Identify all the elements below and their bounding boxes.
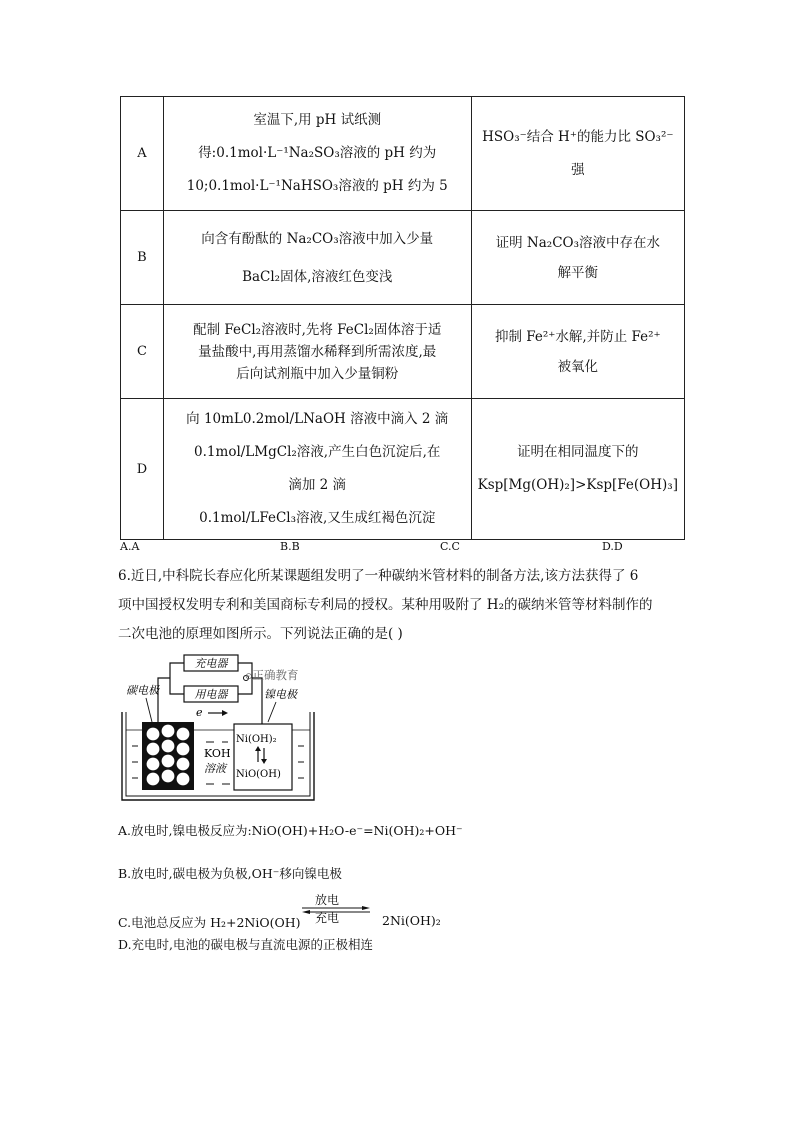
appliance-label: 用电器 [194,688,228,701]
purpose-cell [471,97,684,211]
choice-a[interactable]: A.A [120,540,140,553]
experiment-line: 得:0.1mol·L⁻¹Na₂SO₃溶液的 pH 约为 [198,145,437,161]
experiment-line: 向含有酚酞的 Na₂CO₃溶液中加入少量 [201,230,434,247]
niooh-label: NiO(OH) [236,769,281,780]
experiment-table [120,96,685,540]
purpose-line: 抑制 Fe²⁺水解,并防止 Fe²⁺ [494,328,661,345]
purpose-line: HSO₃⁻结合 H⁺的能力比 SO₃²⁻ [482,128,674,145]
experiment-line: 后向试剂瓶中加入少量铜粉 [236,365,399,382]
experiment-cell [163,305,471,399]
nioh2-label: Ni(OH)₂ [236,734,277,745]
electron-arrow-icon [222,710,228,716]
row-label: A [121,97,164,211]
purpose-line: 被氧化 [557,358,599,375]
experiment-line: 配制 FeCl₂溶液时,先将 FeCl₂固体溶于适 [193,321,442,338]
experiment-line: 向 10mL0.2mol/LNaOH 溶液中滴入 2 滴 [186,411,449,427]
koh-label: KOH [204,747,231,760]
experiment-cell [163,211,471,305]
table-row [121,399,685,540]
purpose-cell [471,399,684,540]
electron-label: e [196,706,203,719]
choice-b[interactable]: B.B [280,540,300,553]
purpose-line: 证明在相同温度下的 [517,444,639,460]
charge-label: 充电 [315,911,340,925]
question6-stem [118,562,688,649]
experiment-line: BaCl₂固体,溶液红色变浅 [242,268,393,285]
table-row [121,211,685,305]
row-label: B [121,211,164,305]
table-row [121,97,685,211]
purpose-line: 证明 Na₂CO₃溶液中存在水 [495,234,660,251]
purpose-line: 解平衡 [557,264,599,281]
purpose-cell [471,211,684,305]
watermark: ⊙正确教育 [245,668,299,682]
option-d[interactable]: D.充电时,电池的碳电极与直流电源的正极相连 [118,937,374,952]
purpose-line: Ksp[Mg(OH)₂]>Ksp[Fe(OH)₃] [477,477,678,493]
question5-choices [118,540,688,554]
experiment-line: 0.1mol/LMgCl₂溶液,产生白色沉淀后,在 [194,444,441,460]
option-b[interactable]: B.放电时,碳电极为负极,OH⁻移向镍电极 [118,866,342,881]
option-a[interactable]: A.放电时,镍电极反应为:NiO(OH)+H₂O-e⁻=Ni(OH)₂+OH⁻ [118,823,463,838]
charger-label: 充电器 [194,657,228,670]
watermark-icon: ⊙ [245,672,253,682]
experiment-line: 室温下,用 pH 试纸测 [253,112,382,128]
choice-c[interactable]: C.C [440,540,460,553]
discharge-label: 放电 [315,893,340,907]
experiment-line: 0.1mol/LFeCl₃溶液,又生成红褐色沉淀 [199,510,436,526]
stem-line: 项中国授权发明专利和美国商标专利局的授权。某种用吸附了 H₂的碳纳米管等材料制作的 [118,597,653,613]
option-c-left: C.电池总反应为 H₂+2NiO(OH) [118,915,301,930]
row-label: C [121,305,164,399]
stem-line: 6.近日,中科院长春应化所某课题组发明了一种碳纳米管材料的制备方法,该方法获得了 6 [118,568,639,584]
experiment-line: 滴加 2 滴 [288,477,347,493]
choice-d[interactable]: D.D [602,540,623,553]
table-row [121,305,685,399]
stem-line: 二次电池的原理如图所示。下列说法正确的是( ) [118,626,403,642]
solution-label: 溶液 [204,762,226,775]
row-label: D [121,399,164,540]
experiment-line: 10;0.1mol·L⁻¹NaHSO₃溶液的 pH 约为 5 [186,178,448,194]
nickel-electrode-label: 镍电极 [264,688,297,701]
experiment-cell [163,399,471,540]
experiment-cell [163,97,471,211]
option-c-right: 2Ni(OH)₂ [382,913,441,928]
carbon-electrode-label: 碳电极 [126,684,159,697]
experiment-line: 量盐酸中,再用蒸馏水稀释到所需浓度,最 [198,343,437,360]
purpose-line: 强 [571,161,585,178]
purpose-cell [471,305,684,399]
